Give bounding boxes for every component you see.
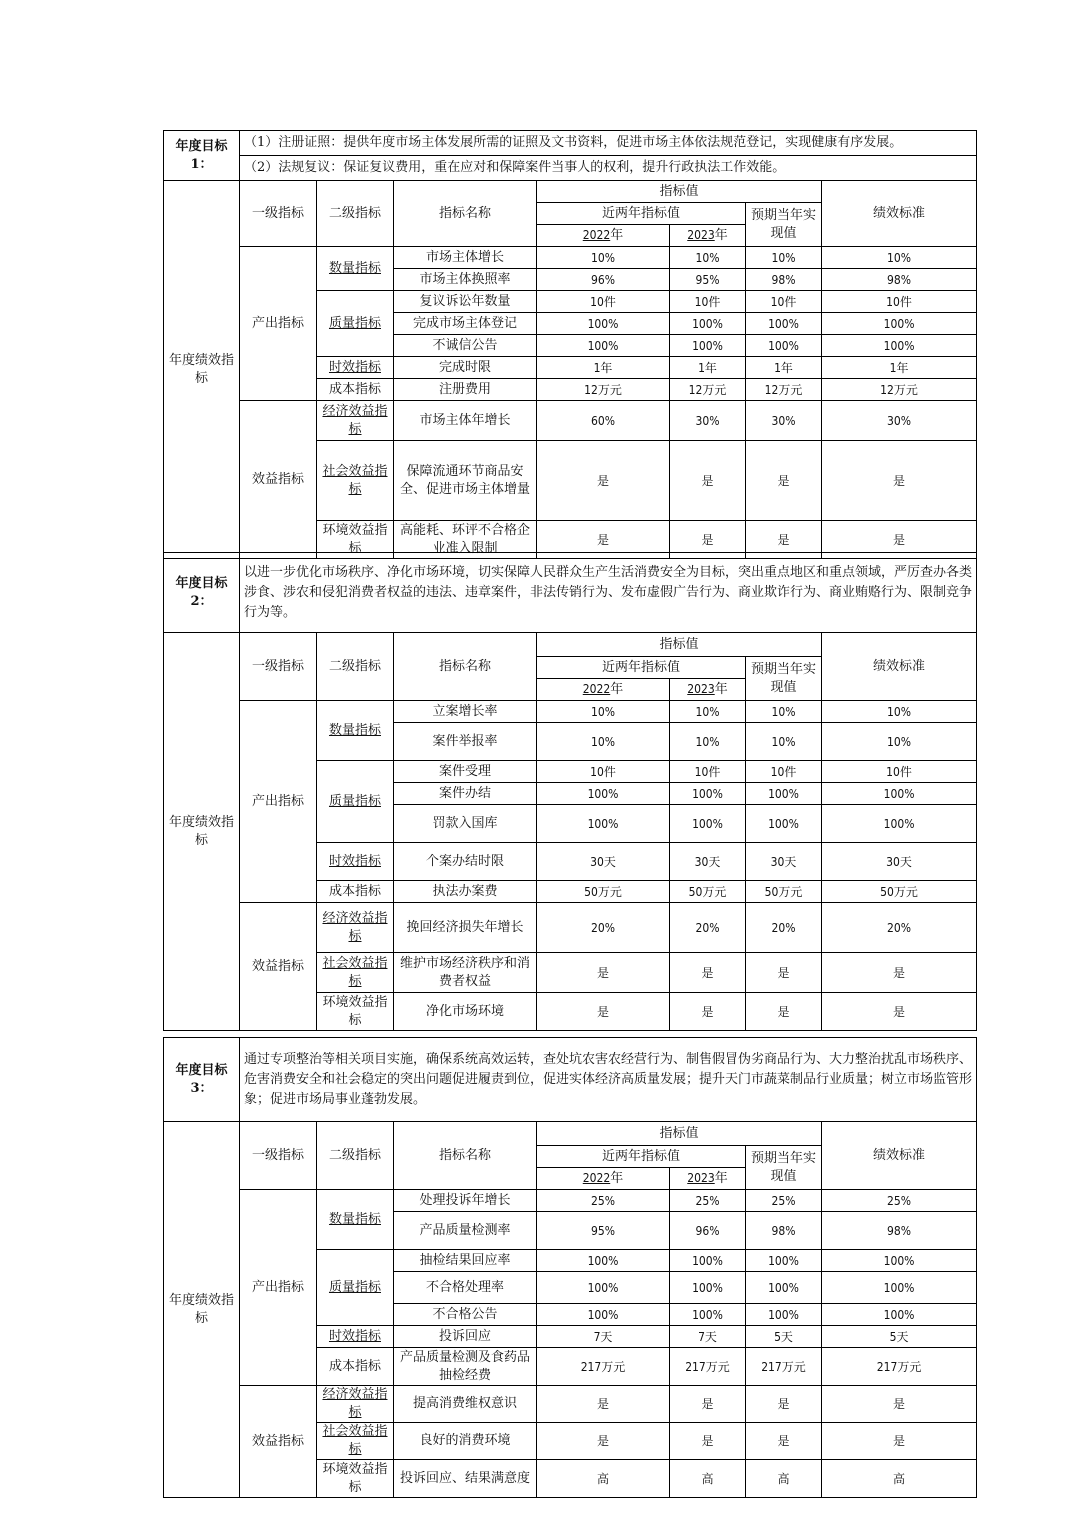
header-level1: 一级指标	[240, 1122, 317, 1190]
value-expected: 30天	[746, 843, 822, 881]
value-2022: 100%	[537, 1304, 670, 1326]
value-standard: 是	[822, 441, 977, 521]
year-suffix: 年	[714, 1171, 728, 1186]
value-expected: 20%	[746, 903, 822, 953]
indicator-name: 净化市场环境	[394, 993, 537, 1031]
value-expected: 30%	[746, 401, 822, 441]
category-label: 社会效益指标	[322, 463, 388, 497]
indicator-name: 投诉回应	[394, 1326, 537, 1348]
year-suffix: 年	[610, 228, 624, 243]
value-2023: 100%	[670, 1250, 746, 1272]
level2-category	[317, 401, 394, 441]
value-standard: 12万元	[822, 379, 977, 401]
value-standard: 高	[822, 1460, 977, 1498]
category-label: 经济效益指标	[322, 403, 388, 437]
indicator-name: 注册费用	[394, 379, 537, 401]
value-standard: 100%	[822, 1250, 977, 1272]
table-row	[164, 1190, 977, 1212]
goal-3-table	[163, 1037, 977, 1498]
indicator-name: 案件办结	[394, 783, 537, 805]
value-expected: 是	[746, 953, 822, 993]
level2-category	[317, 1250, 394, 1326]
header-year-2022	[537, 679, 670, 701]
year-2023: 2023	[687, 682, 715, 696]
benefit-indicator-label: 效益指标	[240, 401, 317, 559]
value-2022: 是	[537, 1386, 670, 1423]
value-standard: 10%	[822, 723, 977, 761]
value-expected: 10%	[746, 723, 822, 761]
value-expected: 50万元	[746, 881, 822, 903]
value-expected: 10件	[746, 291, 822, 313]
value-standard: 98%	[822, 269, 977, 291]
value-2023: 10件	[670, 291, 746, 313]
value-standard: 20%	[822, 903, 977, 953]
value-expected: 100%	[746, 1250, 822, 1272]
value-expected: 98%	[746, 269, 822, 291]
year-2023: 2023	[687, 1171, 715, 1185]
header-level1: 一级指标	[240, 181, 317, 247]
category-label: 经济效益指标	[322, 1387, 388, 1420]
value-2022: 1年	[537, 357, 670, 379]
header-level2: 二级指标	[317, 1122, 394, 1190]
benefit-indicator-label: 效益指标	[240, 1386, 317, 1498]
indicator-name: 不诚信公告	[394, 335, 537, 357]
value-expected: 是	[746, 1423, 822, 1460]
header-year-2022	[537, 1168, 670, 1190]
indicator-name: 个案办结时限	[394, 843, 537, 881]
year-suffix: 年	[610, 1171, 624, 1186]
table-row	[164, 701, 977, 723]
header-expected: 预期当年实现值	[746, 203, 822, 247]
value-2023: 100%	[670, 805, 746, 843]
value-2023: 7天	[670, 1326, 746, 1348]
output-indicator-label: 产出指标	[240, 247, 317, 401]
category-label: 时效指标	[328, 1328, 381, 1344]
value-2023: 是	[670, 441, 746, 521]
indicator-name: 提高消费维权意识	[394, 1386, 537, 1423]
level2-category	[317, 881, 394, 903]
indicator-name: 维护市场经济秩序和消费者权益	[394, 953, 537, 993]
value-2022: 60%	[537, 401, 670, 441]
value-2022: 30天	[537, 843, 670, 881]
value-2023: 96%	[670, 1212, 746, 1250]
category-label: 数量指标	[328, 260, 381, 276]
value-expected: 是	[746, 1386, 822, 1423]
value-expected: 10%	[746, 701, 822, 723]
value-expected: 1年	[746, 357, 822, 379]
level2-category	[317, 1423, 394, 1460]
value-expected: 是	[746, 993, 822, 1031]
value-expected: 98%	[746, 1212, 822, 1250]
value-2023: 是	[670, 1386, 746, 1423]
benefit-indicator-label: 效益指标	[240, 903, 317, 1031]
category-label: 环境效益指标	[322, 994, 388, 1028]
header-level1: 一级指标	[240, 633, 317, 701]
value-2023: 是	[670, 953, 746, 993]
value-2022: 10%	[537, 701, 670, 723]
goal-label: 年度目标2：	[164, 553, 240, 633]
indicator-name: 市场主体增长	[394, 247, 537, 269]
year-2022: 2022	[582, 228, 611, 242]
indicator-name: 挽回经济损失年增长	[394, 903, 537, 953]
value-standard: 10件	[822, 761, 977, 783]
value-standard: 是	[822, 993, 977, 1031]
level2-category	[317, 379, 394, 401]
level2-category	[317, 1326, 394, 1348]
level2-category	[317, 1190, 394, 1250]
header-year-2022	[537, 225, 670, 247]
value-expected: 10%	[746, 247, 822, 269]
value-standard: 100%	[822, 313, 977, 335]
indicator-name: 不合格处理率	[394, 1272, 537, 1304]
value-standard: 100%	[822, 783, 977, 805]
value-2023: 100%	[670, 335, 746, 357]
value-standard: 100%	[822, 1272, 977, 1304]
year-suffix: 年	[610, 682, 624, 697]
value-standard: 30%	[822, 401, 977, 441]
value-expected: 100%	[746, 1272, 822, 1304]
value-2023: 100%	[670, 783, 746, 805]
value-standard: 是	[822, 1386, 977, 1423]
goal-text: 通过专项整治等相关项目实施，确保系统高效运转，查处坑农害农经营行为、制售假冒伪劣商品行为、大力整治扰乱市场秩序、危害消费安全和社会稳定的突出问题促进履责到位，促进实体经济高质量发展；提升天门市蔬菜制品行业质量；树立市场监管形象；促进市场局事业蓬勃发展。	[240, 1038, 977, 1122]
header-level2: 二级指标	[317, 181, 394, 247]
header-standard: 绩效标准	[822, 181, 977, 247]
indicator-name: 执法办案费	[394, 881, 537, 903]
header-level2: 二级指标	[317, 633, 394, 701]
header-year-2023	[670, 225, 746, 247]
value-2022: 是	[537, 993, 670, 1031]
year-2022: 2022	[582, 682, 611, 696]
value-standard: 100%	[822, 335, 977, 357]
indicator-name: 保障流通环节商品安全、促进市场主体增量	[394, 441, 537, 521]
level2-category	[317, 1460, 394, 1498]
category-label: 质量指标	[328, 1279, 381, 1295]
header-year-2023	[670, 1168, 746, 1190]
level2-category	[317, 843, 394, 881]
value-expected: 25%	[746, 1190, 822, 1212]
level2-category	[317, 1348, 394, 1386]
goal-text: （1）注册证照：提供年度市场主体发展所需的证照及文书资料，促进市场主体依法规范登记，实现健康有序发展。	[240, 131, 977, 156]
indicator-name: 完成时限	[394, 357, 537, 379]
value-2022: 96%	[537, 269, 670, 291]
value-2022: 是	[537, 953, 670, 993]
annual-perf-label: 年度绩效指标	[164, 1122, 240, 1498]
category-label: 环境效益指标	[322, 1461, 388, 1495]
header-standard: 绩效标准	[822, 1122, 977, 1190]
goal-label: 年度目标3：	[164, 1038, 240, 1122]
value-2022: 100%	[537, 1250, 670, 1272]
value-expected: 10件	[746, 761, 822, 783]
header-recent: 近两年指标值	[537, 657, 746, 679]
value-2023: 100%	[670, 1272, 746, 1304]
value-2022: 12万元	[537, 379, 670, 401]
value-2023: 是	[670, 1423, 746, 1460]
indicator-name: 复议诉讼年数量	[394, 291, 537, 313]
value-2022: 100%	[537, 783, 670, 805]
value-2023: 10%	[670, 701, 746, 723]
value-2023: 100%	[670, 313, 746, 335]
header-name: 指标名称	[394, 181, 537, 247]
output-indicator-label: 产出指标	[240, 701, 317, 903]
category-label: 经济效益指标	[322, 910, 388, 944]
level2-category	[317, 291, 394, 357]
indicator-name: 处理投诉年增长	[394, 1190, 537, 1212]
value-2022: 100%	[537, 313, 670, 335]
value-2022: 25%	[537, 1190, 670, 1212]
value-2022: 20%	[537, 903, 670, 953]
year-2023: 2023	[687, 228, 715, 242]
value-standard: 100%	[822, 1304, 977, 1326]
header-standard: 绩效标准	[822, 633, 977, 701]
value-2022: 10件	[537, 291, 670, 313]
value-2023: 是	[670, 521, 746, 559]
value-2023: 20%	[670, 903, 746, 953]
category-label: 时效指标	[328, 359, 381, 375]
value-standard: 5天	[822, 1326, 977, 1348]
indicator-name: 市场主体年增长	[394, 401, 537, 441]
level2-category	[317, 761, 394, 843]
value-2022: 高	[537, 1460, 670, 1498]
indicator-name: 案件受理	[394, 761, 537, 783]
category-label: 时效指标	[328, 853, 381, 869]
category-label: 数量指标	[328, 1211, 381, 1227]
category-label: 质量指标	[328, 315, 381, 331]
indicator-name: 良好的消费环境	[394, 1423, 537, 1460]
value-expected: 100%	[746, 335, 822, 357]
value-2022: 100%	[537, 1272, 670, 1304]
value-standard: 是	[822, 1423, 977, 1460]
header-recent: 近两年指标值	[537, 203, 746, 225]
level2-category	[317, 1386, 394, 1423]
value-2023: 25%	[670, 1190, 746, 1212]
value-2023: 10件	[670, 761, 746, 783]
value-2022: 10%	[537, 723, 670, 761]
category-label: 环境效益指标	[322, 522, 388, 556]
value-expected: 100%	[746, 1304, 822, 1326]
indicator-name: 罚款入国库	[394, 805, 537, 843]
value-standard: 10件	[822, 291, 977, 313]
value-2023: 高	[670, 1460, 746, 1498]
indicator-name: 完成市场主体登记	[394, 313, 537, 335]
table-row	[164, 401, 977, 441]
value-standard: 10%	[822, 701, 977, 723]
table-row	[164, 1386, 977, 1423]
value-2023: 10%	[670, 723, 746, 761]
indicator-name: 抽检结果回应率	[394, 1250, 537, 1272]
value-expected: 100%	[746, 313, 822, 335]
value-2023: 12万元	[670, 379, 746, 401]
value-standard: 50万元	[822, 881, 977, 903]
indicator-name: 高能耗、环评不合格企业准入限制	[394, 521, 537, 559]
value-standard: 1年	[822, 357, 977, 379]
value-2022: 50万元	[537, 881, 670, 903]
header-recent: 近两年指标值	[537, 1146, 746, 1168]
value-2022: 100%	[537, 335, 670, 357]
value-2022: 217万元	[537, 1348, 670, 1386]
indicator-name: 不合格公告	[394, 1304, 537, 1326]
value-2022: 10%	[537, 247, 670, 269]
header-expected: 预期当年实现值	[746, 657, 822, 701]
value-2023: 是	[670, 993, 746, 1031]
header-year-2023	[670, 679, 746, 701]
value-standard: 是	[822, 953, 977, 993]
value-2023: 1年	[670, 357, 746, 379]
level2-category	[317, 441, 394, 521]
category-label: 成本指标	[328, 1358, 381, 1374]
indicator-name: 投诉回应、结果满意度	[394, 1460, 537, 1498]
value-expected: 高	[746, 1460, 822, 1498]
category-label: 成本指标	[328, 883, 381, 899]
value-2022: 是	[537, 441, 670, 521]
header-value: 指标值	[537, 633, 822, 657]
category-label: 质量指标	[328, 793, 381, 809]
category-label: 数量指标	[328, 722, 381, 738]
value-standard: 217万元	[822, 1348, 977, 1386]
value-standard: 10%	[822, 247, 977, 269]
value-2022: 7天	[537, 1326, 670, 1348]
year-suffix: 年	[714, 682, 728, 697]
header-value: 指标值	[537, 1122, 822, 1146]
value-2023: 100%	[670, 1304, 746, 1326]
category-label: 成本指标	[328, 381, 381, 397]
year-suffix: 年	[714, 228, 728, 243]
value-expected: 12万元	[746, 379, 822, 401]
value-2023: 10%	[670, 247, 746, 269]
table-row	[164, 247, 977, 269]
header-expected: 预期当年实现值	[746, 1146, 822, 1190]
value-standard: 30天	[822, 843, 977, 881]
annual-perf-label: 年度绩效指标	[164, 633, 240, 1031]
value-2023: 30天	[670, 843, 746, 881]
level2-category	[317, 993, 394, 1031]
header-name: 指标名称	[394, 633, 537, 701]
value-2022: 是	[537, 1423, 670, 1460]
indicator-name: 市场主体换照率	[394, 269, 537, 291]
indicator-name: 产品质量检测率	[394, 1212, 537, 1250]
value-standard: 100%	[822, 805, 977, 843]
value-standard: 25%	[822, 1190, 977, 1212]
header-value: 指标值	[537, 181, 822, 203]
table-row	[164, 903, 977, 953]
goal-label: 年度目标1：	[164, 131, 240, 181]
level2-category	[317, 953, 394, 993]
value-2022: 10件	[537, 761, 670, 783]
value-expected: 217万元	[746, 1348, 822, 1386]
value-expected: 5天	[746, 1326, 822, 1348]
annual-perf-label: 年度绩效指标	[164, 181, 240, 559]
goal-text: 以进一步优化市场秩序、净化市场环境，切实保障人民群众生产生活消费安全为目标，突出重点地区和重点领域，严厉查办各类涉食、涉农和侵犯消费者权益的违法、违章案件，非法传销行为、发布虚假广告行为、商业欺诈行为、商业贿赂行为、限制竞争行为等。	[240, 553, 977, 633]
indicator-name: 产品质量检测及食药品抽检经费	[394, 1348, 537, 1386]
value-standard: 98%	[822, 1212, 977, 1250]
value-standard: 是	[822, 521, 977, 559]
value-expected: 100%	[746, 805, 822, 843]
header-name: 指标名称	[394, 1122, 537, 1190]
level2-category	[317, 247, 394, 291]
value-2022: 是	[537, 521, 670, 559]
goal-2-table	[163, 552, 977, 1031]
level2-category	[317, 903, 394, 953]
value-expected: 100%	[746, 783, 822, 805]
goal-1-table	[163, 130, 977, 559]
level2-category	[317, 701, 394, 761]
value-2023: 217万元	[670, 1348, 746, 1386]
value-expected: 是	[746, 521, 822, 559]
indicator-name: 立案增长率	[394, 701, 537, 723]
level2-category	[317, 357, 394, 379]
year-2022: 2022	[582, 1171, 611, 1185]
value-2022: 100%	[537, 805, 670, 843]
value-2023: 95%	[670, 269, 746, 291]
output-indicator-label: 产出指标	[240, 1190, 317, 1386]
value-2022: 95%	[537, 1212, 670, 1250]
value-2023: 30%	[670, 401, 746, 441]
goal-text: （2）法规复议：保证复议费用，重在应对和保障案件当事人的权利，提升行政执法工作效能。	[240, 156, 977, 181]
indicator-name: 案件举报率	[394, 723, 537, 761]
category-label: 社会效益指标	[322, 1424, 388, 1457]
value-expected: 是	[746, 441, 822, 521]
value-2023: 50万元	[670, 881, 746, 903]
category-label: 社会效益指标	[322, 955, 388, 989]
